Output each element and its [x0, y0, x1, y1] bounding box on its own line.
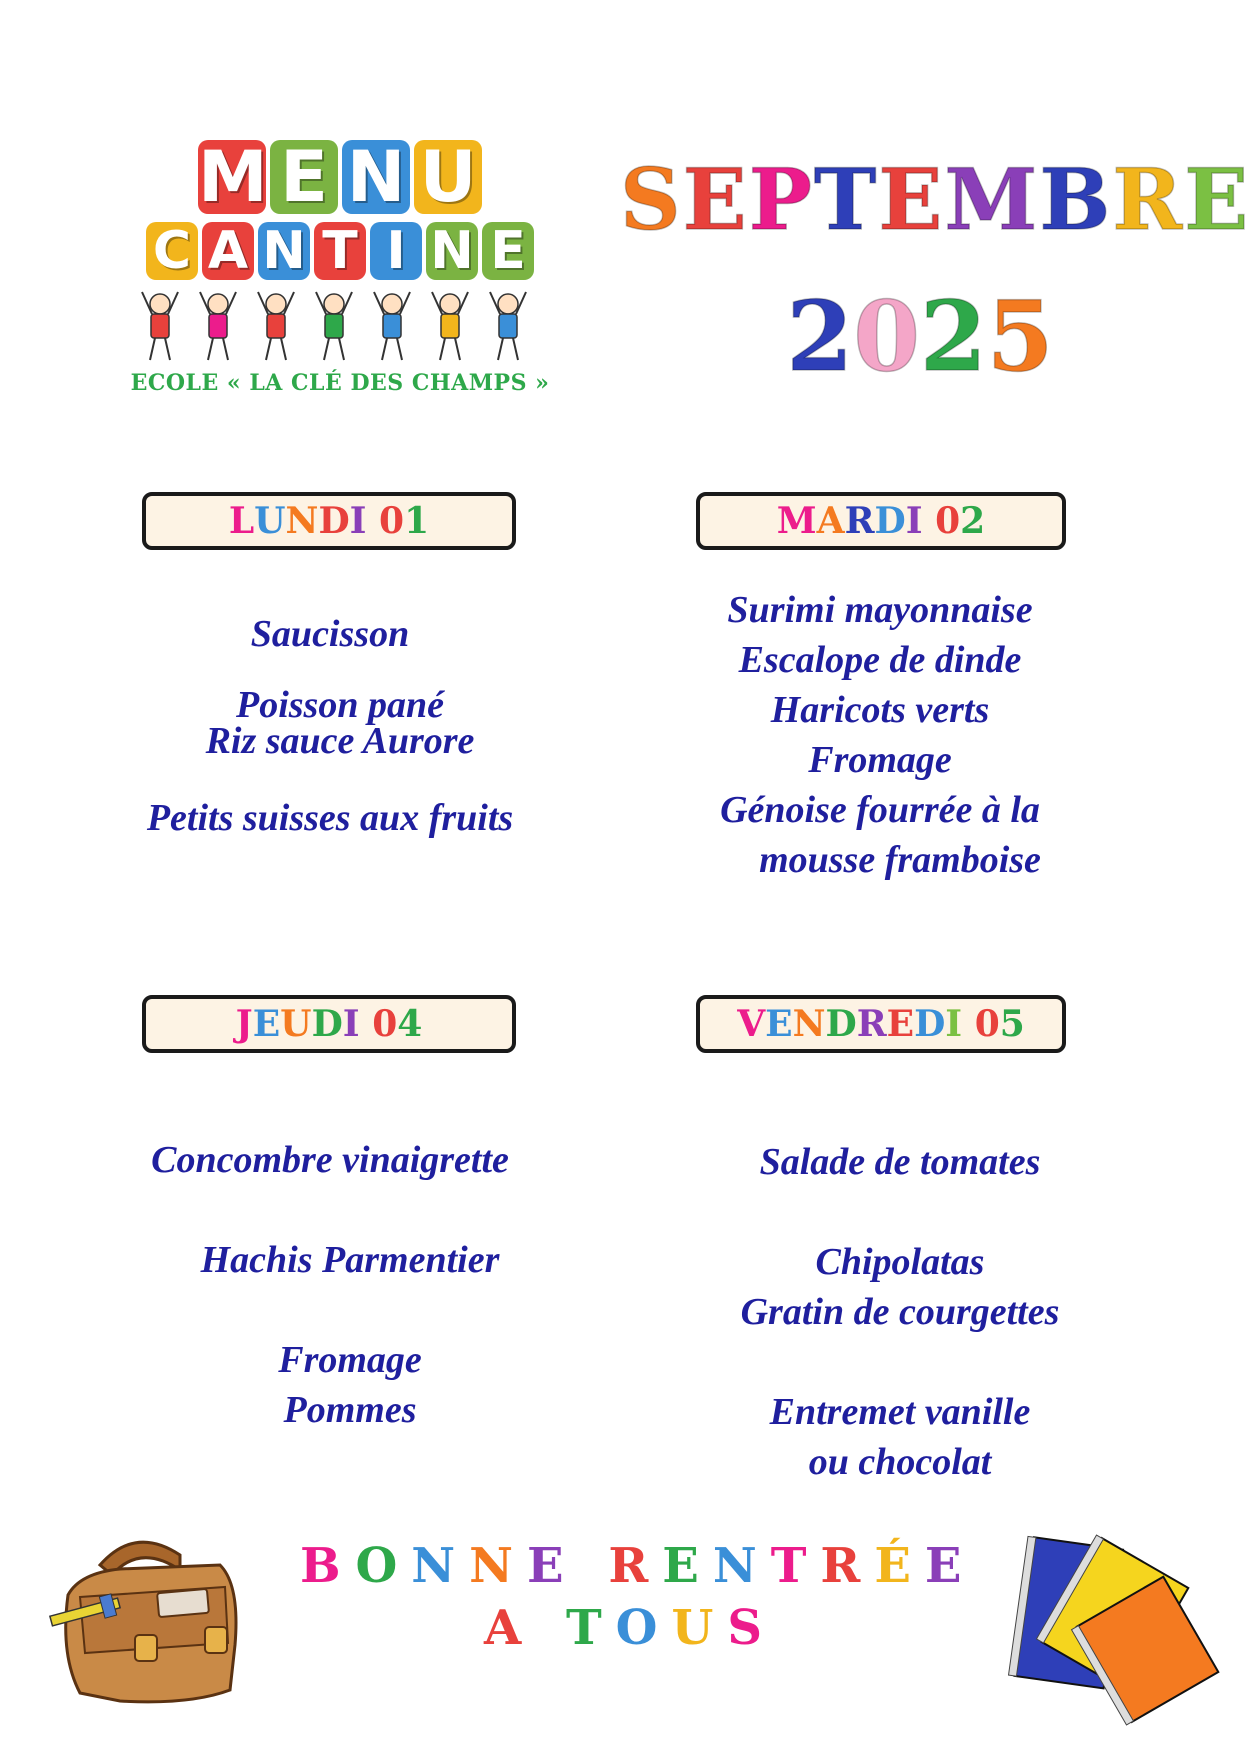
menu-item: Entremet vanille — [769, 1391, 1031, 1433]
day-label-letter: D — [311, 1003, 343, 1045]
logo-letter: E — [270, 140, 338, 214]
year-digit: 2 — [920, 280, 987, 393]
welcome-letter: R — [608, 1538, 663, 1594]
menu-item: ou chocolat — [808, 1441, 992, 1483]
menu-item: Surimi mayonnaise — [727, 589, 1033, 631]
day-label-letter: D — [825, 1003, 857, 1045]
year-digit: 2 — [786, 280, 854, 393]
month-letter: E — [682, 150, 749, 249]
month-letter: T — [813, 150, 879, 249]
day-label-letter: E — [765, 1003, 793, 1045]
day-label-letter — [367, 500, 380, 542]
day-label-letter: N — [792, 1003, 826, 1045]
day-label-letter: D — [318, 500, 350, 542]
day-label-letter: 0 — [372, 1003, 398, 1045]
notebooks-icon — [1005, 1525, 1215, 1725]
welcome-letter: N — [469, 1538, 528, 1594]
logo-letter: E — [482, 222, 534, 280]
logo-letter: N — [342, 140, 410, 214]
day-label-letter: U — [254, 500, 286, 542]
day-label-letter: L — [228, 500, 255, 542]
kid-figure — [490, 292, 526, 360]
welcome-letter: B — [300, 1538, 356, 1594]
month-letter: R — [1112, 150, 1185, 249]
logo-letter: A — [202, 222, 254, 280]
month-letter: E — [1184, 150, 1250, 249]
kid-figure — [432, 292, 468, 360]
day-header-vendredi — [696, 995, 1066, 1053]
welcome-letter: E — [527, 1538, 578, 1594]
year-digit: 0 — [853, 280, 920, 393]
welcome-letter: O — [615, 1600, 672, 1656]
logo-letter: N — [258, 222, 310, 280]
day-label-letter: E — [886, 1003, 915, 1045]
welcome-letter: U — [671, 1600, 728, 1656]
logo-letter: T — [314, 222, 366, 280]
menu-item: Hachis Parmentier — [200, 1239, 500, 1281]
logo-letter: U — [414, 140, 482, 214]
welcome-letter: É — [874, 1538, 925, 1594]
menu-cantine-logo — [120, 136, 560, 410]
kids-icon — [130, 286, 550, 366]
kid-figure — [316, 292, 352, 360]
logo-letter: I — [370, 222, 422, 280]
menu-item: Génoise fourrée à la — [720, 789, 1040, 831]
day-label-letter: I — [945, 1003, 963, 1045]
menu-item: Salade de tomates — [759, 1141, 1041, 1183]
day-label-letter: I — [349, 500, 367, 542]
logo-letter: M — [198, 136, 268, 218]
day-label-letter: R — [844, 500, 875, 542]
welcome-letter: N — [712, 1538, 771, 1594]
kid-figure — [374, 292, 410, 360]
day-label-letter — [962, 1003, 975, 1045]
menu-item: Chipolatas — [815, 1241, 985, 1283]
menu-item: Petits suisses aux fruits — [146, 797, 514, 839]
welcome-letter — [578, 1538, 609, 1594]
welcome-letter — [535, 1600, 566, 1656]
day-label-letter: J — [235, 1003, 253, 1045]
month-letter: M — [944, 150, 1040, 249]
day-label-letter: 0 — [935, 500, 961, 542]
day-label-letter: 4 — [397, 1003, 423, 1045]
menu-item: Gratin de courgettes — [740, 1291, 1060, 1333]
welcome-line-1 — [300, 1535, 976, 1597]
menu-item: Fromage — [278, 1339, 422, 1381]
day-label-letter: E — [252, 1003, 281, 1045]
month-letter: E — [878, 150, 945, 249]
kid-figure — [142, 292, 178, 360]
month-letter: B — [1039, 150, 1113, 249]
menu-item: Fromage — [808, 739, 952, 781]
welcome-message — [300, 1535, 976, 1659]
day-label-letter: D — [874, 500, 906, 542]
menu-item: Concombre vinaigrette — [151, 1139, 509, 1181]
welcome-letter: S — [727, 1600, 777, 1656]
day-label-letter — [923, 500, 936, 542]
welcome-line-2 — [300, 1597, 960, 1659]
menu-item: Poisson pané — [236, 684, 444, 726]
welcome-letter: T — [770, 1538, 821, 1594]
welcome-letter: T — [565, 1600, 616, 1656]
day-label-letter: D — [914, 1003, 946, 1045]
day-label-letter: A — [816, 500, 845, 542]
school-bag-icon — [40, 1525, 240, 1715]
year-title — [620, 280, 1220, 393]
menu-item: mousse framboise — [759, 839, 1041, 881]
welcome-letter: A — [483, 1600, 536, 1656]
kid-figure — [258, 292, 294, 360]
logo-letter: C — [146, 222, 198, 280]
day-label-letter: 1 — [404, 500, 430, 542]
menu-item: Haricots verts — [770, 689, 990, 731]
day-label-letter: U — [280, 1003, 312, 1045]
menu-item: Riz sauce Aurore — [205, 720, 475, 762]
month-letter: S — [620, 150, 683, 249]
day-label-letter: 2 — [960, 500, 986, 542]
school-name: ECOLE « LA CLÉ DES CHAMPS » — [130, 370, 550, 396]
day-label-letter: R — [856, 1003, 887, 1045]
day-label-letter: I — [905, 500, 923, 542]
welcome-letter: R — [820, 1538, 875, 1594]
welcome-letter: N — [411, 1538, 470, 1594]
day-label-letter: 5 — [999, 1003, 1025, 1045]
month-title — [620, 150, 1250, 249]
day-header-mardi — [696, 492, 1066, 550]
welcome-letter: E — [662, 1538, 713, 1594]
kids-illustration — [120, 286, 560, 366]
day-header-lundi — [142, 492, 516, 550]
welcome-letter: E — [924, 1538, 976, 1594]
day-label-letter: N — [285, 500, 319, 542]
menu-item: Pommes — [283, 1389, 417, 1431]
year-digit: 5 — [986, 280, 1054, 393]
menu-item: Escalope de dinde — [738, 639, 1022, 681]
day-label-letter: I — [342, 1003, 360, 1045]
month-letter: P — [748, 150, 814, 249]
logo-letter: N — [426, 222, 478, 280]
day-label-letter — [360, 1003, 373, 1045]
welcome-letter: O — [355, 1538, 412, 1594]
day-header-jeudi — [142, 995, 516, 1053]
kid-figure — [200, 292, 236, 360]
day-label-letter: M — [776, 500, 817, 542]
menu-item: Saucisson — [250, 613, 410, 655]
logo-word-cantine — [120, 222, 560, 280]
day-label-letter: 0 — [974, 1003, 1000, 1045]
logo-word-menu — [120, 136, 560, 218]
day-label-letter: 0 — [379, 500, 405, 542]
day-label-letter: V — [737, 1003, 766, 1045]
